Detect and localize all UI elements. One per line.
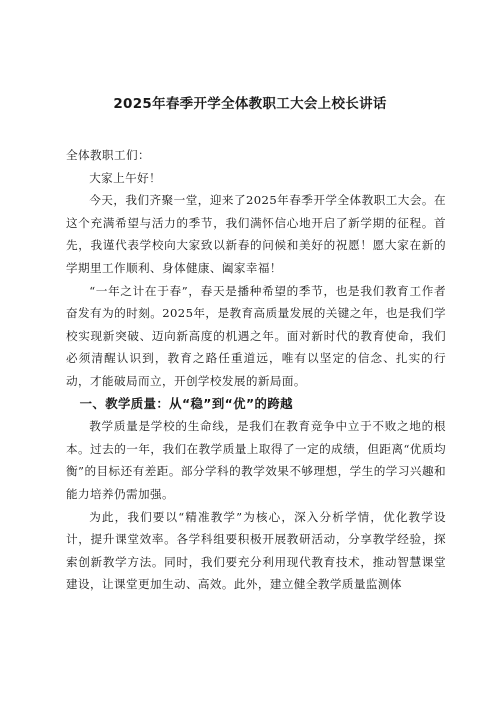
salutation: 全体教职工们： xyxy=(66,148,150,162)
document-body xyxy=(66,144,446,596)
section-heading: 一、教学质量：从“稳”到“优”的跨越 xyxy=(79,395,293,411)
paragraph-opening: 今天，我们齐聚一堂，迎来了2025年春季开学全体教职工大会。在这个充满希望与活力的季节，我们满怀信心地开启了新学期的征程。首先，我谨代表学校向大家致以新春的问候和美好的祝愿！愿大家在新的学期里工作顺利、身体健康、阖家幸福！ xyxy=(66,193,446,275)
greeting: 大家上午好！ xyxy=(89,170,162,185)
paragraph-precision-teaching: 为此，我们要以“精准教学”为核心，深入分析学情，优化教学设计，提升课堂效率。各学科组要积极开展教研活动，分享教学经验，探索创新教学方法。同时，我们要充分利用现代教育技术，推动智慧课堂建设，让课堂更加生动、高效。此外，建立健全教学质量监测体 xyxy=(66,509,446,592)
paragraph-spring: “一年之计在于春”，春天是播种希望的季节，也是我们教育工作者奋发有为的时刻。2025年，是教育高质量发展的关键之年，也是我们学校实现新突破、迈向新高度的机遇之年。面对新时代的教育使命，我们必须清醒认识到，教育之路任重道远，唯有以坚定的信念、扎实的行动，才能破局而立，开创学校发展的新局面。 xyxy=(66,283,446,388)
paragraph-quality: 教学质量是学校的生命线，是我们在教育竞争中立于不败之地的根本。过去的一年，我们在教学质量上取得了一定的成绩，但距离“优质均衡”的目标还有差距。部分学科的教学效果不够理想，学生的学习兴趣和能力培养仍需加强。 xyxy=(66,419,446,501)
document-title: 2025年春季开学全体教职工大会上校长讲话 xyxy=(113,96,387,112)
